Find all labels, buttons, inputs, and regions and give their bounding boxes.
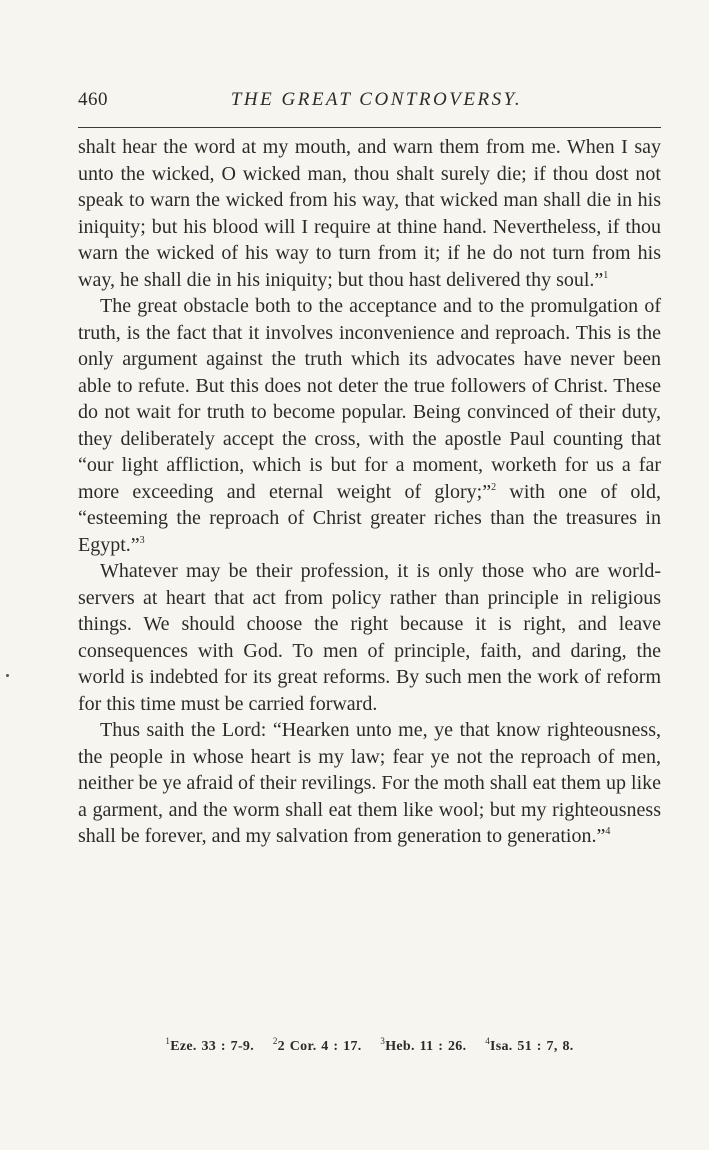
paragraph-2 [78,293,661,558]
paragraph-text: shalt hear the word at my mouth, and warn them from me. When I say unto the wicked, O wicked man, thou shalt surely die; if thou dost not speak to warn the wicked from his way, that wicked man shall die in his iniquity; but his blood will I require at thine hand. Nevertheless, if thou warn the wicked of his way to turn from it; if he do not turn from his way, he shall die in his iniquity; but thou hast delivered thy soul.” [78,136,661,291]
body-text [78,134,661,850]
footnote-mark: 3 [380,1036,386,1046]
page-number: 460 [78,89,108,110]
paragraph-text: The great obstacle both to the acceptance and to the promulgation of truth, is the fact that it involves inconvenience and reproach. This is the only argument against the truth which its advocates have never been able to refute. But this does not deter the true followers of Christ. These do not wait for truth to become popular. Being convinced of their duty, they deliberately accept the cross, with the apostle Paul counting that “our light affliction, which is but for a moment, worketh for us a far more exceeding and eternal weight of glory;” [78,295,661,503]
paragraph-text: Whatever may be their profession, it is only those who are world-servers at heart that act from policy rather than principle in religious things. We should choose the right because it is right, and leave consequences with God. To men of principle, faith, and daring, the world is indebted for its great reforms. By such men the work of reform for this time must be carried forward. [78,560,661,715]
header-rule [78,127,661,128]
book-title: THE GREAT CONTROVERSY. [230,89,523,110]
footnote-4 [485,1036,574,1054]
paragraph-3 [78,558,661,717]
footnote-reference: Eze. 33 : 7-9. [170,1039,255,1054]
paragraph-1 [78,134,661,293]
footnote-1 [165,1036,255,1054]
paragraph-text: Thus saith the Lord: “Hearken unto me, ye that know righteousness, the people in whose heart is my law; fear ye not the reproach of men, neither be ye afraid of their revilings. For the moth shall eat them up like a garment, and the worm shall eat them like wool; but my righteousness shall be forever, and my salvation from generation to generation.” [78,719,661,847]
paragraph-4 [78,717,661,850]
footnote-reference: Heb. 11 : 26. [385,1039,467,1054]
footnote-reference: Isa. 51 : 7, 8. [490,1039,574,1054]
footnote-mark: 2 [272,1036,278,1046]
footnote-marker: 2 [491,481,497,493]
footnote-2 [272,1036,362,1054]
running-head [78,89,661,117]
margin-speck [6,674,9,677]
footnote-marker: 1 [603,269,609,281]
footnote-reference: 2 Cor. 4 : 17. [277,1039,362,1054]
footnote-mark: 1 [165,1036,171,1046]
paragraph-text: with one of old, “esteeming the reproach of Christ greater riches than the treasures in Egypt.” [78,480,661,556]
footnotes [78,1036,661,1055]
footnote-3 [380,1036,467,1054]
footnote-marker: 4 [605,826,611,837]
footnote-mark: 4 [485,1036,490,1046]
footnote-marker: 3 [139,534,145,546]
